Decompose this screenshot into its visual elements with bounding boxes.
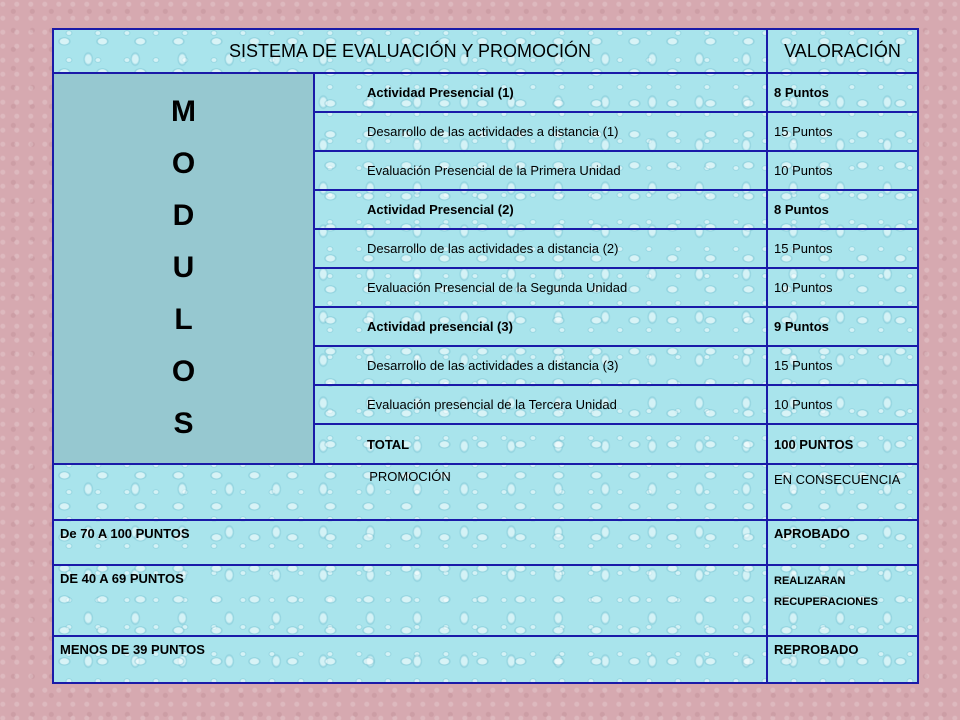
- modulos-letter: S: [173, 407, 194, 441]
- modulos-letter: L: [174, 303, 193, 337]
- modulos-letter: D: [172, 199, 195, 233]
- total-label: TOTAL: [314, 424, 767, 463]
- result-range: DE 40 A 69 PUNTOS: [53, 565, 767, 636]
- points-cell: 15 Puntos: [767, 112, 918, 151]
- result-range: MENOS DE 39 PUNTOS: [53, 636, 767, 683]
- points-cell: 8 Puntos: [767, 190, 918, 229]
- promotion-consequence: EN CONSECUENCIA: [767, 464, 918, 520]
- modulos-letter: O: [171, 355, 196, 389]
- activity-cell: Actividad Presencial (1): [314, 73, 767, 112]
- header-valuation: VALORACIÓN: [767, 29, 918, 73]
- points-cell: 8 Puntos: [767, 73, 918, 112]
- points-cell: 10 Puntos: [767, 385, 918, 424]
- activity-cell: Desarrollo de las actividades a distancia (3): [314, 346, 767, 385]
- modulos-cell: [53, 73, 314, 463]
- activity-cell: Evaluación Presencial de la Primera Unidad: [314, 151, 767, 190]
- activity-cell: Actividad Presencial (2): [314, 190, 767, 229]
- points-cell: 10 Puntos: [767, 268, 918, 307]
- header-row: [53, 29, 918, 73]
- points-cell: 10 Puntos: [767, 151, 918, 190]
- modulos-letter: U: [172, 251, 195, 285]
- result-outcome: APROBADO: [767, 520, 918, 565]
- modulos-letter: M: [171, 95, 196, 129]
- activity-cell: Desarrollo de las actividades a distancia (2): [314, 229, 767, 268]
- table-row: [53, 73, 918, 112]
- promotion-label: PROMOCIÓN: [53, 464, 767, 520]
- result-row: [53, 520, 918, 565]
- result-row: [53, 636, 918, 683]
- points-cell: 15 Puntos: [767, 229, 918, 268]
- evaluation-table: [52, 28, 919, 684]
- result-row: [53, 565, 918, 636]
- points-cell: 9 Puntos: [767, 307, 918, 346]
- promotion-row: [53, 464, 918, 520]
- activity-cell: Actividad presencial (3): [314, 307, 767, 346]
- result-range: De 70 A 100 PUNTOS: [53, 520, 767, 565]
- total-value: 100 PUNTOS: [767, 424, 918, 463]
- modulos-letter: O: [171, 147, 196, 181]
- points-cell: 15 Puntos: [767, 346, 918, 385]
- activity-cell: Evaluación presencial de la Tercera Unidad: [314, 385, 767, 424]
- activity-cell: Evaluación Presencial de la Segunda Unidad: [314, 268, 767, 307]
- result-outcome: REALIZARAN RECUPERACIONES: [767, 565, 918, 636]
- result-outcome: REPROBADO: [767, 636, 918, 683]
- header-title: SISTEMA DE EVALUACIÓN Y PROMOCIÓN: [53, 29, 767, 73]
- activity-cell: Desarrollo de las actividades a distancia (1): [314, 112, 767, 151]
